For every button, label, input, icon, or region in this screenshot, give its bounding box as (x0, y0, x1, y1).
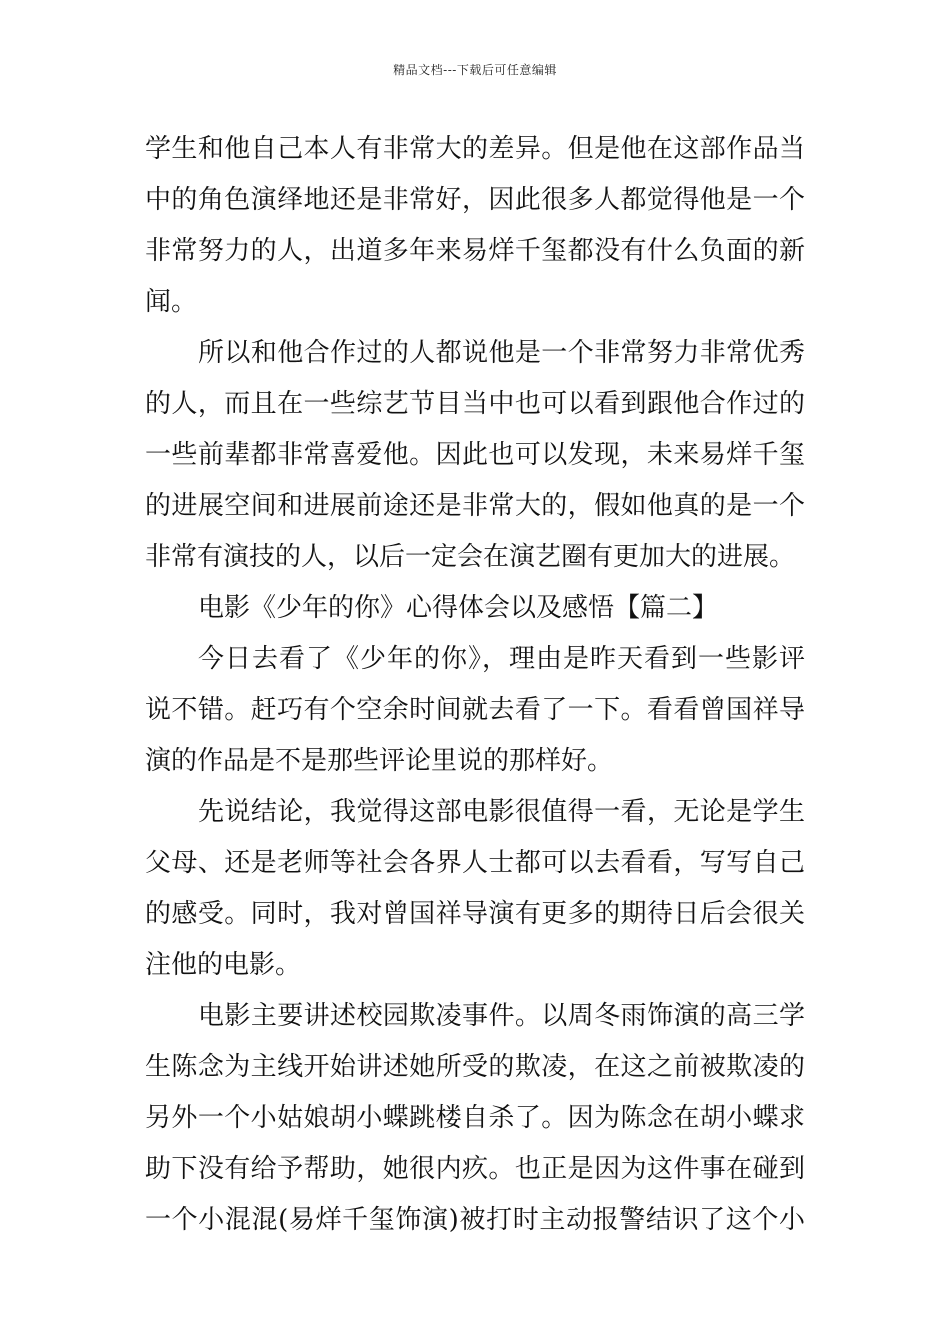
section-heading: 电影《少年的你》心得体会以及感悟【篇二】 (198, 593, 719, 623)
paragraph-line: 的感受。同时，我对曾国祥导演有更多的期待日后会很关 (145, 899, 805, 929)
paragraph-line: 电影主要讲述校园欺凌事件。以周冬雨饰演的高三学 (198, 1001, 805, 1031)
paragraph-line: 生陈念为主线开始讲述她所受的欺凌，在这之前被欺凌的 (145, 1052, 805, 1082)
paragraph-line: 所以和他合作过的人都说他是一个非常努力非常优秀 (198, 338, 805, 368)
page-header: 精品文档---下载后可任意编辑 (393, 63, 557, 77)
paragraph-line: 非常有演技的人，以后一定会在演艺圈有更加大的进展。 (145, 542, 796, 572)
paragraph-line: 非常努力的人，出道多年来易烊千玺都没有什么负面的新 (145, 236, 805, 266)
document-body (145, 124, 805, 1246)
paragraph-line: 另外一个小姑娘胡小蝶跳楼自杀了。因为陈念在胡小蝶求 (145, 1103, 805, 1133)
paragraph-line: 一些前辈都非常喜爱他。因此也可以发现，未来易烊千玺 (145, 440, 805, 470)
paragraph-line: 助下没有给予帮助，她很内疚。也正是因为这件事在碰到 (145, 1154, 805, 1184)
paragraph-line: 的进展空间和进展前途还是非常大的，假如他真的是一个 (145, 491, 805, 521)
paragraph-line: 说不错。赶巧有个空余时间就去看了一下。看看曾国祥导 (145, 695, 805, 725)
paragraph-line: 中的角色演绎地还是非常好，因此很多人都觉得他是一个 (145, 185, 805, 215)
paragraph-line: 先说结论，我觉得这部电影很值得一看，无论是学生 (198, 797, 805, 827)
paragraph-line: 学生和他自己本人有非常大的差异。但是他在这部作品当 (145, 134, 805, 164)
paragraph-line: 注他的电影。 (145, 950, 302, 980)
paragraph-line: 的人，而且在一些综艺节目当中也可以看到跟他合作过的 (145, 389, 805, 419)
paragraph-line: 父母、还是老师等社会各界人士都可以去看看，写写自己 (145, 848, 805, 878)
paragraph-line: 闻。 (145, 287, 198, 317)
paragraph-line: 演的作品是不是那些评论里说的那样好。 (145, 746, 614, 776)
paragraph-line: 一个小混混(易烊千玺饰演)被打时主动报警结识了这个小 (145, 1205, 805, 1235)
paragraph-line: 今日去看了《少年的你》，理由是昨天看到一些影评 (198, 644, 805, 674)
